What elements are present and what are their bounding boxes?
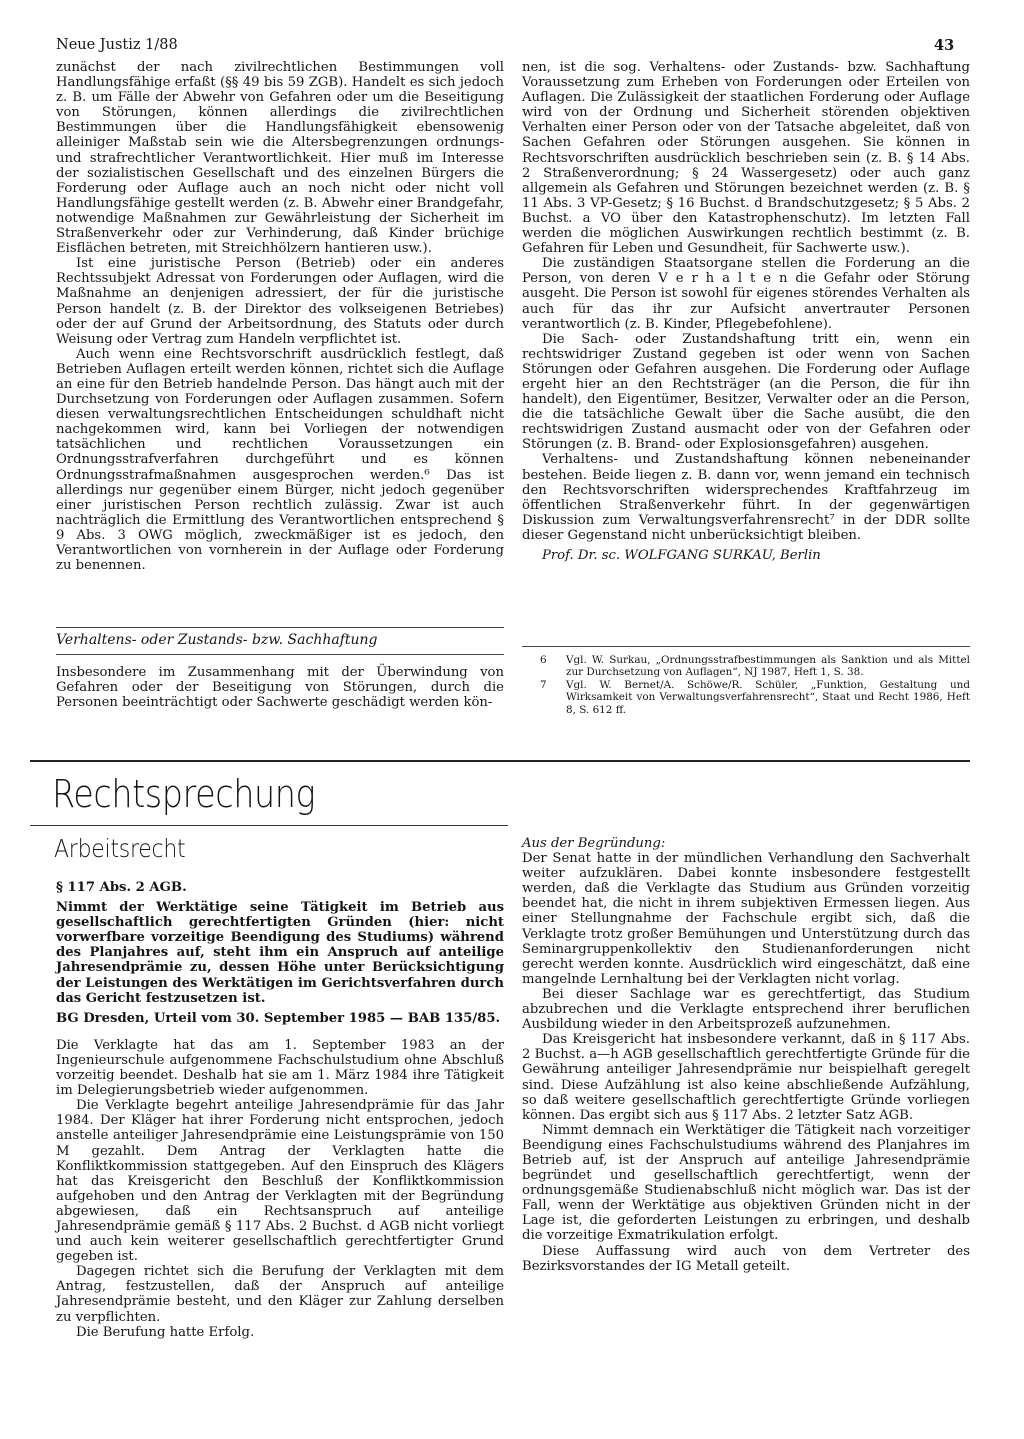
article-paragraph: Insbesondere im Zusammenhang mit der Überwindung von Gefahren oder der Beseitigung von Störungen, durch die Personen beeinträchtigt oder Sachwerte geschädigt werden kön- <box>56 665 504 711</box>
reasoning-paragraph: Das Kreisgericht hat insbesondere verkannt, daß in § 117 Abs. 2 Buchst. a—h AGB gesellschaftlich gerechtfertigte Gründe für die Gewährung anteiliger Jahresendprämie nur beispielhaft geregelt sind. Diese Aufzählung ist also keine abschließende Aufzählung, so daß weitere gesellschaftlich gerechtfertigte Gründe vorliegen können. Das ergibt sich aus § 117 Abs. 2 letzter Satz AGB. <box>522 1032 970 1123</box>
article-paragraph: Die zuständigen Staatsorgane stellen die Forderung an die Person, von deren V e r h a l t e n die Gefahr oder Störung ausgeht. Die Person ist sowohl für eigenes störendes Verhalten als auch für das ihr zur Aufsicht anvertrauter Personen verantwortlich (z. B. Kinder, Pflegebefohlene). <box>522 256 970 332</box>
subsection-title: Arbeitsrecht <box>54 834 186 863</box>
reasoning-paragraph: Bei dieser Sachlage war es gerechtfertigt, das Studium abzubrechen und die Verklagte entsprechend ihrer beruflichen Ausbildung wieder in den Arbeitsprozeß aufzunehmen. <box>522 986 970 1033</box>
author-signature: Prof. Dr. sc. WOLFGANG SURKAU, Berlin <box>542 548 821 563</box>
section-rule-top <box>56 627 504 628</box>
section-title: Rechtsprechung <box>52 772 316 816</box>
footnote-number: 6 <box>540 654 547 666</box>
reasoning-heading: Aus der Begründung: <box>522 836 666 851</box>
article-column-right <box>522 60 970 563</box>
reasoning-paragraph: Der Senat hatte in der mündlichen Verhandlung den Sachverhalt weiter aufzuklären. Dabei konnte insbesondere festgestellt werden, daß die Verklagte das Studium aus Gründen vorzeitig beendet hat, die nicht in ihrem subjektiven Ermessen liegen. Aus einer Stellungnahme der Fachschule ergibt sich, daß die Verklagte trotz großer Bemühungen und Unterstützung durch das Seminargruppenkollektiv den Studienanforderungen nicht gerecht werden konnte. Ausdrücklich wird eingeschätzt, daß eine mangelnde Lernhaltung bei der Verklagten nicht vorlag. <box>522 851 970 987</box>
article-paragraph: Die Sach- oder Zustandshaftung tritt ein, wenn ein rechtswidriger Zustand gegeben ist oder wenn von Sachen Störungen oder Gefahren ausgehen. Die Forderung oder Auflage ergeht hier an den Rechtsträger (an die Person, die für ihn handelt), den Eigentümer, Besitzer, Verwalter oder an die Person, die die tatsächliche Gewalt über die Sache ausübt, die den rechtswidrigen Zustand ausmacht oder von der Gefahren oder Störungen (z. B. Brand- oder Explosionsgefahren) ausgehen. <box>522 331 970 453</box>
article-paragraph: Verhaltens- und Zustandshaftung können nebeneinander bestehen. Beide liegen z. B. dann vor, wenn jemand ein technisch den Rechtsvorschriften widersprechendes Kraftfahrzeug im öffentlichen Straßenverkehr führt. In der gegenwärtigen Diskussion zum Verwaltungsverfahrensrecht⁷ in der DDR sollte dieser Gegenstand nicht unberücksichtigt bleiben. <box>522 452 970 543</box>
footnote <box>540 679 970 716</box>
footnote-number: 7 <box>540 678 547 691</box>
journal-header: Neue Justiz 1/88 <box>56 37 178 53</box>
decision-column-right <box>522 836 970 1274</box>
article-column-left-continued <box>56 665 504 710</box>
article-paragraph: nen, ist die sog. Verhaltens- oder Zustands- bzw. Sachhaftung Voraussetzung zum Erheben von Forderungen oder Erteilen von Auflagen. Die Zulässigkeit der staatlichen Forderung oder Auflage wird von der Ordnung und Sicherheit störenden objektiven Verhalten einer Person oder von der Tatsache abgeleitet, daß von Sachen Gefahren oder Störungen ausgehen. Sie können in Rechtsvorschriften ausdrücklich beschrieben sein (z. B. § 14 Abs. 2 Straßenverordnung; § 24 Wassergesetz) oder auch ganz allgemein als Gefahren und Störungen bezeichnet werden (z. B. § 11 Abs. 3 VP-Gesetz; § 16 Buchst. d Brandschutzgesetz; § 5 Abs. 2 Buchst. a VO über den Katastrophenschutz). Im letzten Fall werden die möglichen Auswirkungen rechtlich bestimmt (z. B. Gefahren für Leben und Gesundheit, für Sachwerte usw.). <box>522 60 970 257</box>
decision-paragraph: Die Berufung hatte Erfolg. <box>76 1324 255 1340</box>
footnote-text: Vgl. W. Bernet/A. Schöwe/R. Schüler, „Funktion, Gestaltung und Wirksamkeit von Verwaltungsverfahrensrecht“, Staat und Recht 1986, Heft 8, S. 612 ff. <box>566 678 970 716</box>
page-number: 43 <box>934 37 955 54</box>
footnote-rule <box>522 646 970 647</box>
section-rule-bottom <box>56 654 504 655</box>
paragraph-reference: § 117 Abs. 2 AGB. <box>56 880 187 895</box>
footnote <box>540 654 970 679</box>
reasoning-paragraph: Nimmt demnach ein Werktätiger die Tätigkeit nach vorzeitiger Beendigung eines Fachschulstudiums während des Planjahres im Betrieb auf, ist der Anspruch auf anteilige Jahresendprämie begründet und gesellschaftlich gerechtfertigt, wenn der ordnungsgemäße Studienabschluß nicht möglich war. Das ist der Fall, wenn der Werktätige aus objektiven Gründen nicht in der Lage ist, die geforderten Leistungen zu erbringen, und deshalb die vorzeitige Exmatrikulation erfolgt. <box>522 1122 970 1244</box>
footnotes <box>540 654 970 716</box>
decision-column-left <box>56 880 504 1340</box>
reasoning-paragraph: Diese Auffassung wird auch von dem Vertreter des Bezirksvorstandes der IG Metall geteilt. <box>522 1243 970 1274</box>
section-heading: Verhaltens- oder Zustands- bzw. Sachhaftung <box>56 632 378 648</box>
article-column-left <box>56 60 504 573</box>
decision-paragraph: Die Verklagte hat das am 1. September 1983 an der Ingenieurschule aufgenommene Fachschulstudium ohne Abschluß vorzeitig beendet. Deshalb hat sie am 1. März 1984 ihre Tätigkeit im Delegierungsbetrieb wieder aufgenommen. <box>56 1037 504 1099</box>
court-citation: BG Dresden, Urteil vom 30. September 1985 — BAB 135/85. <box>56 1010 501 1026</box>
decision-paragraph: Dagegen richtet sich die Berufung der Verklagten mit dem Antrag, festzustellen, daß der Anspruch auf anteilige Jahresendprämie besteht, und den Kläger zur Zahlung derselben zu verpflichten. <box>56 1264 504 1325</box>
section-divider <box>30 760 970 762</box>
footnote-text: Vgl. W. Surkau, „Ordnungsstrafbestimmungen als Sanktion und als Mittel zur Durchsetzung von Auflagen“, NJ 1987, Heft 1, S. 38. <box>566 654 970 679</box>
subsection-divider <box>30 825 508 826</box>
article-paragraph: Auch wenn eine Rechtsvorschrift ausdrücklich festlegt, daß Betrieben Auflagen erteilt werden können, richtet sich die Auflage an eine für den Betrieb handelnde Person. Das hängt auch mit der Durchsetzung von Forderungen oder Auflagen zusammen. Sofern diesen verwaltungsrechtlichen Entscheidungen schuldhaft nicht nachgekommen wird, kann bei Vorliegen der notwendigen tatsächlichen und rechtlichen Voraussetzungen ein Ordnungsstrafverfahren durchgeführt und es können Ordnungsstrafmaßnahmen ausgesprochen werden.⁶ Das ist allerdings nur gegenüber einem Bürger, nicht jedoch gegenüber einer juristischen Person rechtlich zulässig. Zwar ist auch nachträglich die Ermittlung des Verantwortlichen entsprechend § 9 Abs. 3 OWG möglich, zweckmäßiger ist es jedoch, den Verantwortlichen von vornherein in der Auflage oder Forderung zu benennen. <box>56 346 504 574</box>
headnote: Nimmt der Werktätige seine Tätigkeit im Betrieb aus gesellschaftlich gerechtfertigten Gründen (hier: nicht vorwerfbare vorzeitige Beendigung des Studiums) während des Planjahres auf, steht ihm ein Anspruch auf anteilige Jahresendprämie zu, dessen Höhe unter Berücksichtigung der Leistungen des Werktätigen im Gerichtsverfahren durch das Gericht festzusetzen ist. <box>56 900 504 1006</box>
article-paragraph: zunächst der nach zivilrechtlichen Bestimmungen voll Handlungsfähige erfaßt (§§ 49 bis 59 ZGB). Handelt es sich jedoch z. B. um Fälle der Abwehr von Gefahren oder um die Beseitigung von Störungen, können allerdings die zivilrechtlichen Bestimmungen über die Handlungsfähigkeit ebensowenig alleiniger Maßstab sein wie die Altersbegrenzungen ordnungs- und strafrechtlicher Verantwortlichkeit. Hier muß im Interesse der sozialistischen Gesellschaft und des einzelnen Bürgers die Forderung oder Auflage auch an noch nicht oder nicht voll Handlungsfähige gestellt werden (z. B. Abwehr einer Brandgefahr, notwendige Maßnahmen zur Gewährleistung der Sicherheit im Straßenverkehr oder zur Verhinderung, daß Kinder brüchige Eisflächen betreten, mit Streichhölzern hantieren usw.). <box>56 60 504 257</box>
decision-paragraph: Die Verklagte begehrt anteilige Jahresendprämie für das Jahr 1984. Der Kläger hat ihrer Forderung nicht entsprochen, jedoch anstelle anteiliger Jahresendprämie eine Leistungsprämie von 150 M gezahlt. Dem Antrag der Verklagten hatte die Konfliktkommission stattgegeben. Auf den Einspruch des Klägers hat das Kreisgericht den Beschluß der Konfliktkommission aufgehoben und den Antrag der Verklagten mit der Begründung abgewiesen, daß ein Rechtsanspruch auf anteilige Jahresendprämie gemäß § 117 Abs. 2 Buchst. d AGB nicht vorliegt und auch kein weiterer gesellschaftlich gerechtfertigter Grund gegeben ist. <box>56 1098 504 1265</box>
article-paragraph: Ist eine juristische Person (Betrieb) oder ein anderes Rechtssubjekt Adressat von Forderungen oder Auflagen, wird die Maßnahme an denjenigen adressiert, der für die juristische Person handelt (z. B. der Direktor des volkseigenen Betriebes) oder der auf Grund der Arbeitsordnung, des Statuts oder durch Weisung oder Vertrag zum Handeln verpflichtet ist. <box>56 256 504 347</box>
